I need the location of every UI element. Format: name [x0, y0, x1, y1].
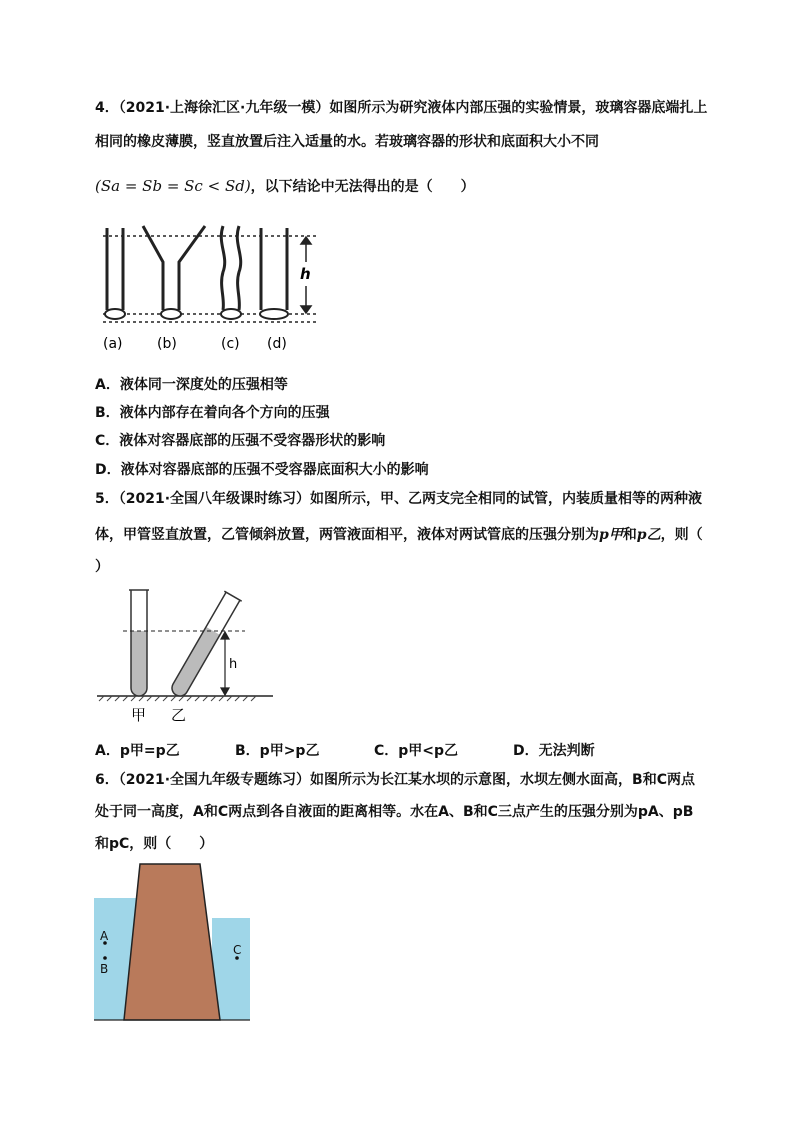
container-d — [260, 228, 288, 319]
q4-stem-3: ，以下结论中无法得出的是（ ） — [250, 179, 475, 195]
container-c — [221, 226, 241, 319]
q4-option-d: D．液体对容器底部的压强不受容器底面积大小的影响 — [95, 462, 429, 478]
q6-stem-line-1 — [95, 770, 695, 790]
label-a: (a) — [103, 336, 123, 352]
q4-option-c: C．液体对容器底部的压强不受容器形状的影响 — [95, 433, 386, 449]
q6-stem-line-2 — [95, 802, 693, 822]
q5-p-jia: p甲 — [599, 527, 623, 543]
q5-source: （2021·全国八年级课时练习） — [118, 491, 311, 507]
q5-h-arrow — [221, 632, 229, 695]
q4-stem-line-3 — [95, 176, 475, 197]
point-b-label: B — [100, 962, 109, 976]
q5-option-b: B．p甲>p乙 — [235, 743, 320, 759]
q4-stem-line-2 — [95, 132, 599, 152]
tube-jia — [129, 590, 149, 696]
q5-p-yi: p乙 — [636, 527, 661, 543]
q5-option-a: A．p甲=p乙 — [95, 743, 180, 759]
q4-option-b: B．液体内部存在着向各个方向的压强 — [95, 405, 330, 421]
q5-number: 5． — [95, 491, 119, 507]
q6-stem-2: 处于同一高度，A和C两点到各自液面的距离相等。水在A、B和C三点产生的压强分别为pA、pB — [95, 804, 694, 820]
q6-source: （2021·全国九年级专题练习） — [118, 772, 311, 788]
container-b — [143, 226, 205, 319]
q5-option-c: C．p甲<p乙 — [374, 743, 459, 759]
q5-option-d: D．无法判断 — [513, 743, 595, 759]
point-a-label: A — [100, 929, 109, 943]
point-c-label: C — [233, 943, 242, 957]
q6-stem-1: 如图所示为长江某水坝的示意图，水坝左侧水面高，B和C两点 — [310, 772, 695, 788]
q4-formula: (Sa = Sb = Sc < Sd) — [95, 177, 251, 195]
q6-number: 6． — [95, 772, 119, 788]
q5-stem-2b: 和 — [622, 527, 637, 543]
tube-yi — [167, 591, 241, 700]
q5-options — [0, 741, 800, 761]
q4-source: （2021·上海徐汇区·九年级一模） — [118, 100, 330, 116]
label-c: (c) — [221, 336, 240, 352]
q5-stem-line-2 — [95, 525, 703, 545]
q4-stem-1: 如图所示为研究液体内部压强的实验情景，玻璃容器底端扎上 — [329, 100, 708, 116]
q6-stem-3: 和pC，则（ ） — [95, 836, 214, 852]
q5-stem-3: ） — [95, 559, 109, 575]
label-yi: 乙 — [171, 706, 187, 724]
point-b-dot — [103, 956, 107, 960]
q5-stem-1: 如图所示，甲、乙两支完全相同的试管，内装质量相等的两种液 — [310, 491, 703, 507]
q5-stem-2: 体，甲管竖直放置，乙管倾斜放置，两管液面相平，液体对两试管底的压强分别为 — [95, 527, 599, 543]
q4-figure — [95, 222, 325, 354]
q4-option-a: A．液体同一深度处的压强相等 — [95, 377, 288, 393]
q5-h-label: h — [229, 657, 238, 672]
q4-stem-2: 相同的橡皮薄膜，竖直放置后注入适量的水。若玻璃容器的形状和底面积大小不同 — [95, 134, 599, 150]
q4-h-label: h — [300, 265, 311, 283]
q4-number: 4． — [95, 100, 119, 116]
q6-figure — [94, 862, 250, 1022]
label-d: (d) — [267, 336, 287, 352]
q5-figure — [95, 584, 275, 724]
label-b: (b) — [157, 336, 177, 352]
q6-stem-line-3 — [95, 834, 213, 854]
dam — [124, 864, 220, 1020]
q5-stem-line-1 — [95, 489, 702, 509]
q5-stem-line-3 — [95, 557, 109, 577]
q4-stem-line-1 — [95, 98, 707, 118]
label-jia: 甲 — [131, 706, 147, 724]
container-a — [105, 228, 125, 319]
q5-stem-2c: ，则（ — [660, 527, 703, 543]
